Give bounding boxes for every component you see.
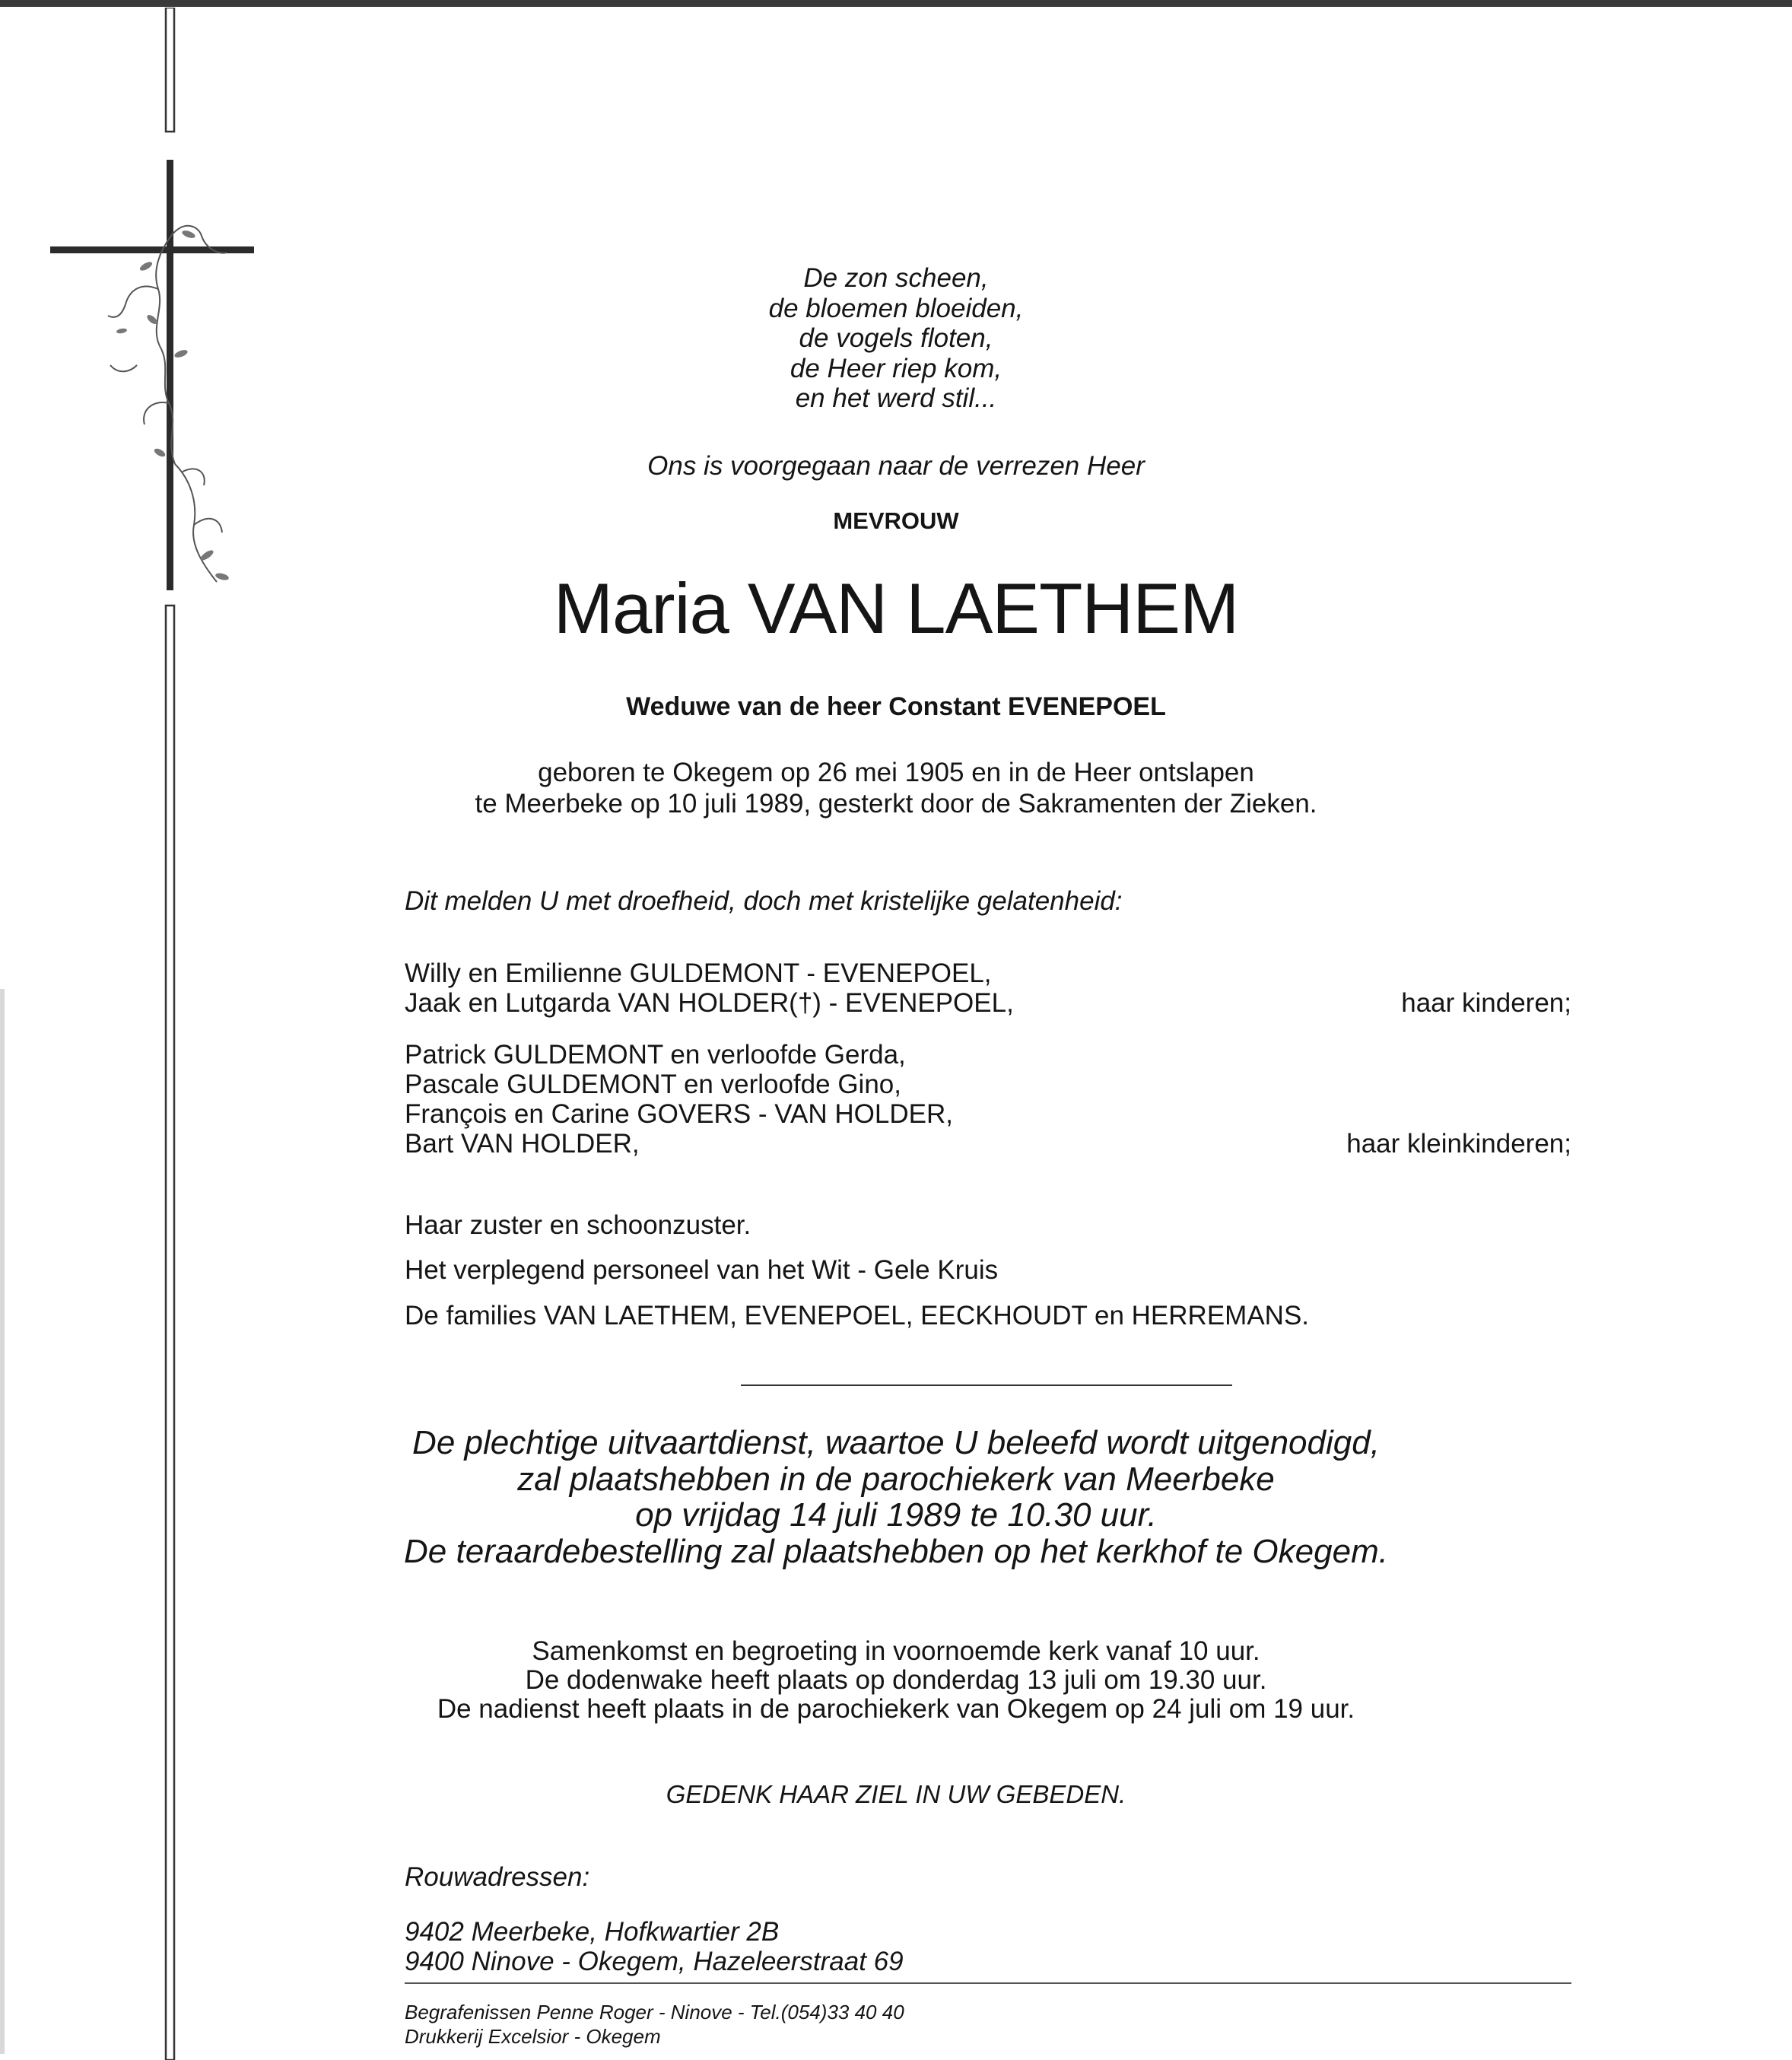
children-label: haar kinderen; xyxy=(1401,988,1571,1018)
info-line: De dodenwake heeft plaats op donderdag 13 juli om 19.30 uur. xyxy=(525,1665,1267,1695)
closing-line: GEDENK HAAR ZIEL IN UW GEBEDEN. xyxy=(666,1780,1126,1808)
poem xyxy=(0,263,1792,414)
announcement: Dit melden U met droefheid, doch met kristelijke gelatenheid: xyxy=(405,886,1123,916)
separator-line xyxy=(741,1384,1232,1386)
footer-undertaker: Begrafenissen Penne Roger - Ninove - Tel.(054)33 40 40 xyxy=(405,2001,904,2023)
poem-line: de vogels floten, xyxy=(799,323,993,353)
widow-line: Weduwe van de heer Constant EVENEPOEL xyxy=(626,692,1166,721)
list-item: Het verplegend personeel van het Wit - Gele Kruis xyxy=(405,1255,999,1285)
grandchildren-label: haar kleinkinderen; xyxy=(1346,1129,1571,1159)
list-item xyxy=(405,1129,1571,1159)
grandchild-name: François en Carine GOVERS - VAN HOLDER, xyxy=(405,1099,953,1129)
poem-line: De zon scheen, xyxy=(803,263,989,293)
poem-line: de Heer riep kom, xyxy=(790,353,1002,383)
service-line: op vrijdag 14 juli 1989 te 10.30 uur. xyxy=(635,1496,1157,1534)
intro-line: Ons is voorgegaan naar de verrezen Heer xyxy=(647,451,1145,481)
address-line: 9400 Ninove - Okegem, Hazeleerstraat 69 xyxy=(405,1947,904,1976)
list-item: De families VAN LAETHEM, EVENEPOEL, EECKHOUDT en HERREMANS. xyxy=(405,1301,1310,1330)
born-line: te Meerbeke op 10 juli 1989, gesterkt door de Sakramenten der Zieken. xyxy=(475,789,1317,819)
list-item xyxy=(405,1070,1571,1100)
practical-info xyxy=(0,1637,1792,1724)
addresses-heading: Rouwadressen: xyxy=(405,1862,590,1892)
child-name: Willy en Emilienne GULDEMONT - EVENEPOEL, xyxy=(405,958,992,988)
grandchild-name: Bart VAN HOLDER, xyxy=(405,1129,640,1159)
info-line: Samenkomst en begroeting in voornoemde kerk vanaf 10 uur. xyxy=(532,1636,1260,1666)
list-item xyxy=(405,958,1571,989)
child-name: Jaak en Lutgarda VAN HOLDER(†) - EVENEPOEL, xyxy=(405,988,1014,1018)
service-line: De plechtige uitvaartdienst, waartoe U beleefd wordt uitgenodigd, xyxy=(412,1424,1380,1461)
grandchild-name: Pascale GULDEMONT en verloofde Gino, xyxy=(405,1070,901,1099)
address-line: 9402 Meerbeke, Hofkwartier 2B xyxy=(405,1917,780,1947)
grandchild-name: Patrick GULDEMONT en verloofde Gerda, xyxy=(405,1040,906,1070)
poem-line: en het werd stil... xyxy=(795,383,997,413)
born-line: geboren te Okegem op 26 mei 1905 en in de Heer ontslapen xyxy=(538,758,1254,787)
service-line: De teraardebestelling zal plaatshebben op het kerkhof te Okegem. xyxy=(404,1532,1388,1570)
birth-death-details xyxy=(0,757,1792,819)
info-line: De nadienst heeft plaats in de parochiekerk van Okegem op 24 juli om 19 uur. xyxy=(437,1694,1355,1724)
honorific-title: MEVROUW xyxy=(833,507,959,534)
list-item xyxy=(405,1040,1571,1070)
service-line: zal plaatshebben in de parochiekerk van Meerbeke xyxy=(517,1460,1275,1498)
footer-printer: Drukkerij Excelsior - Okegem xyxy=(405,2025,661,2048)
funeral-service xyxy=(0,1425,1792,1569)
footer-separator xyxy=(405,1982,1571,1984)
list-item xyxy=(405,1099,1571,1130)
list-item xyxy=(405,988,1571,1019)
deceased-name: Maria VAN LAETHEM xyxy=(553,568,1239,648)
poem-line: de bloemen bloeiden, xyxy=(768,293,1024,323)
list-item: Haar zuster en schoonzuster. xyxy=(405,1210,751,1240)
top-border xyxy=(0,0,1792,7)
